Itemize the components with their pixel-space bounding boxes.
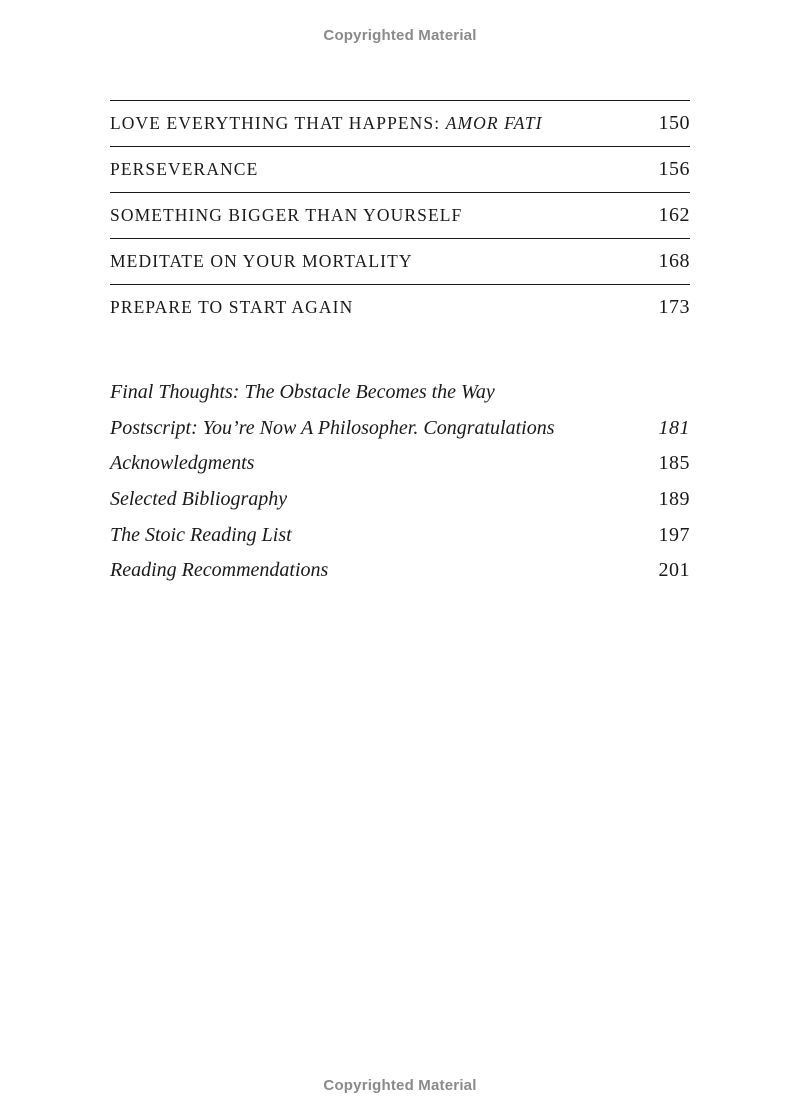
toc-entry-reading-recommendations[interactable] [110, 553, 690, 589]
toc-entry-amor-fati[interactable] [110, 101, 690, 147]
toc-entry-title: PERSEVERANCE [110, 159, 259, 179]
toc-entry-title: Postscript: You’re Now A Philosopher. Congratulations [110, 416, 555, 439]
toc-entry-stoic-reading-list[interactable] [110, 517, 690, 553]
toc-entry-page-number: 201 [658, 559, 690, 582]
toc-entry-page-number: 197 [658, 523, 690, 546]
copyright-watermark-top: Copyrighted Material [323, 27, 477, 44]
toc-entry-postscript[interactable] [110, 411, 690, 447]
toc-entry-page-number: 156 [658, 158, 690, 180]
toc-entry-page-number: 168 [658, 250, 690, 272]
toc-entry-page-number: 150 [658, 112, 690, 134]
toc-entry-title: LOVE EVERYTHING THAT HAPPENS: AMOR FATI [110, 113, 543, 133]
toc-entry-selected-bibliography[interactable] [110, 482, 690, 518]
backmatter-list [110, 375, 690, 589]
toc-entry-title-italic: AMOR FATI [445, 113, 543, 133]
toc-entry-page-number: 162 [658, 204, 690, 226]
toc-entry-title: The Stoic Reading List [110, 523, 292, 546]
toc-entry-something-bigger[interactable] [110, 193, 690, 239]
toc-entry-page-number: 189 [658, 488, 690, 511]
toc-entry-title: PREPARE TO START AGAIN [110, 297, 354, 317]
toc-entry-title: MEDITATE ON YOUR MORTALITY [110, 251, 413, 271]
toc-entry-title: Reading Recommendations [110, 559, 329, 582]
copyright-watermark-bottom: Copyrighted Material [323, 1077, 477, 1094]
toc-entry-perseverance[interactable] [110, 147, 690, 193]
toc-entry-acknowledgments[interactable] [110, 446, 690, 482]
chapter-list [110, 100, 690, 330]
toc-entry-final-thoughts[interactable] [110, 375, 690, 411]
toc-entry-prepare-start-again[interactable] [110, 285, 690, 330]
toc-entry-title: Selected Bibliography [110, 488, 288, 511]
toc-entry-meditate-mortality[interactable] [110, 239, 690, 285]
toc-entry-title: SOMETHING BIGGER THAN YOURSELF [110, 205, 463, 225]
toc-entry-page-number: 181 [658, 416, 690, 439]
toc-entry-title: Acknowledgments [110, 452, 255, 475]
toc-entry-title: Final Thoughts: The Obstacle Becomes the Way [110, 381, 495, 404]
toc-entry-page-number: 173 [658, 296, 690, 318]
toc-entry-page-number: 185 [658, 452, 690, 475]
